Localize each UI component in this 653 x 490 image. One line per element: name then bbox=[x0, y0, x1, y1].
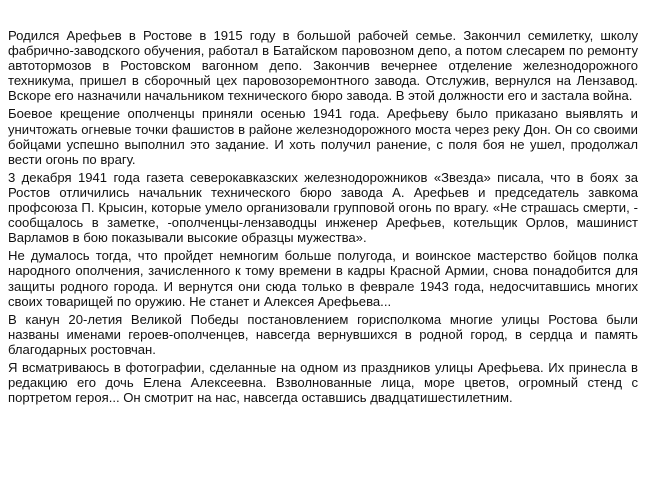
document-body bbox=[8, 28, 638, 408]
paragraph-biography: Родился Арефьев в Ростове в 1915 году в большой рабочей семье. Закончил семилетку, школу фабрично-заводского обучения, работал в Батайском паровозном депо, а потом слесарем по ремонту автотормозов в Ростовском вагонном депо. Закончив вечернее отделение железнодорожного техникума, пришел в сборочный цех паровозоремонтного завода. Отслужив, вернулся на Лензавод. Вскоре его назначили начальником технического бюро завода. В этой должности его и застала война. bbox=[8, 28, 638, 104]
paragraph-photographs: Я всматриваюсь в фотографии, сделанные на одном из праздников улицы Арефьева. Их принесла в редакцию его дочь Елена Алексеевна. Взволнованные лица, море цветов, огромный стенд с портретом героя... Он смотрит на нас, навсегда оставшись двадцатишестилетним. bbox=[8, 359, 638, 406]
paragraph-first-battle: Боевое крещение ополченцы приняли осенью 1941 года. Арефьеву было приказано выявлять и уничтожать огневые точки фашистов в районе железнодорожного моста через реку Дон. Он со своими бойцами успешно выполнил это задание. И хоть получил ранение, с поля боя не ушел, продолжал вести огонь по врагу. bbox=[8, 106, 638, 167]
paragraph-newspaper-quote: 3 декабря 1941 года газета северокавказских железнодорожников «Звезда» писала, что в боях за Ростов отличились начальник технического бюро завода А. Арефьев и председатель завкома профсоюза П. Крысин, которые умело организовали групповой огонь по врагу. «Не страшась смерти, - сообщалось в заметке, -ополченцы-лензаводцы инженер Арефьев, котельщик Орлов, машинист Варламов в бою показывали высокие образцы мужества». bbox=[8, 169, 638, 246]
paragraph-return: Не думалось тогда, что пройдет немногим больше полугода, и воинское мастерство бойцов полка народного ополчения, зачисленного к тому времени в кадры Красной Армии, снова понадобится для защиты родного города. И вернутся они сюда только в феврале 1943 года, недосчитавшись многих своих товарищей по оружию. Не станет и Алексея Арефьева... bbox=[8, 248, 638, 309]
paragraph-victory-anniversary: В канун 20-летия Великой Победы постановлением горисполкома многие улицы Ростова были названы именами героев-ополченцев, навсегда вернувшихся в родной город, в сердца и память благодарных ростовчан. bbox=[8, 311, 638, 357]
